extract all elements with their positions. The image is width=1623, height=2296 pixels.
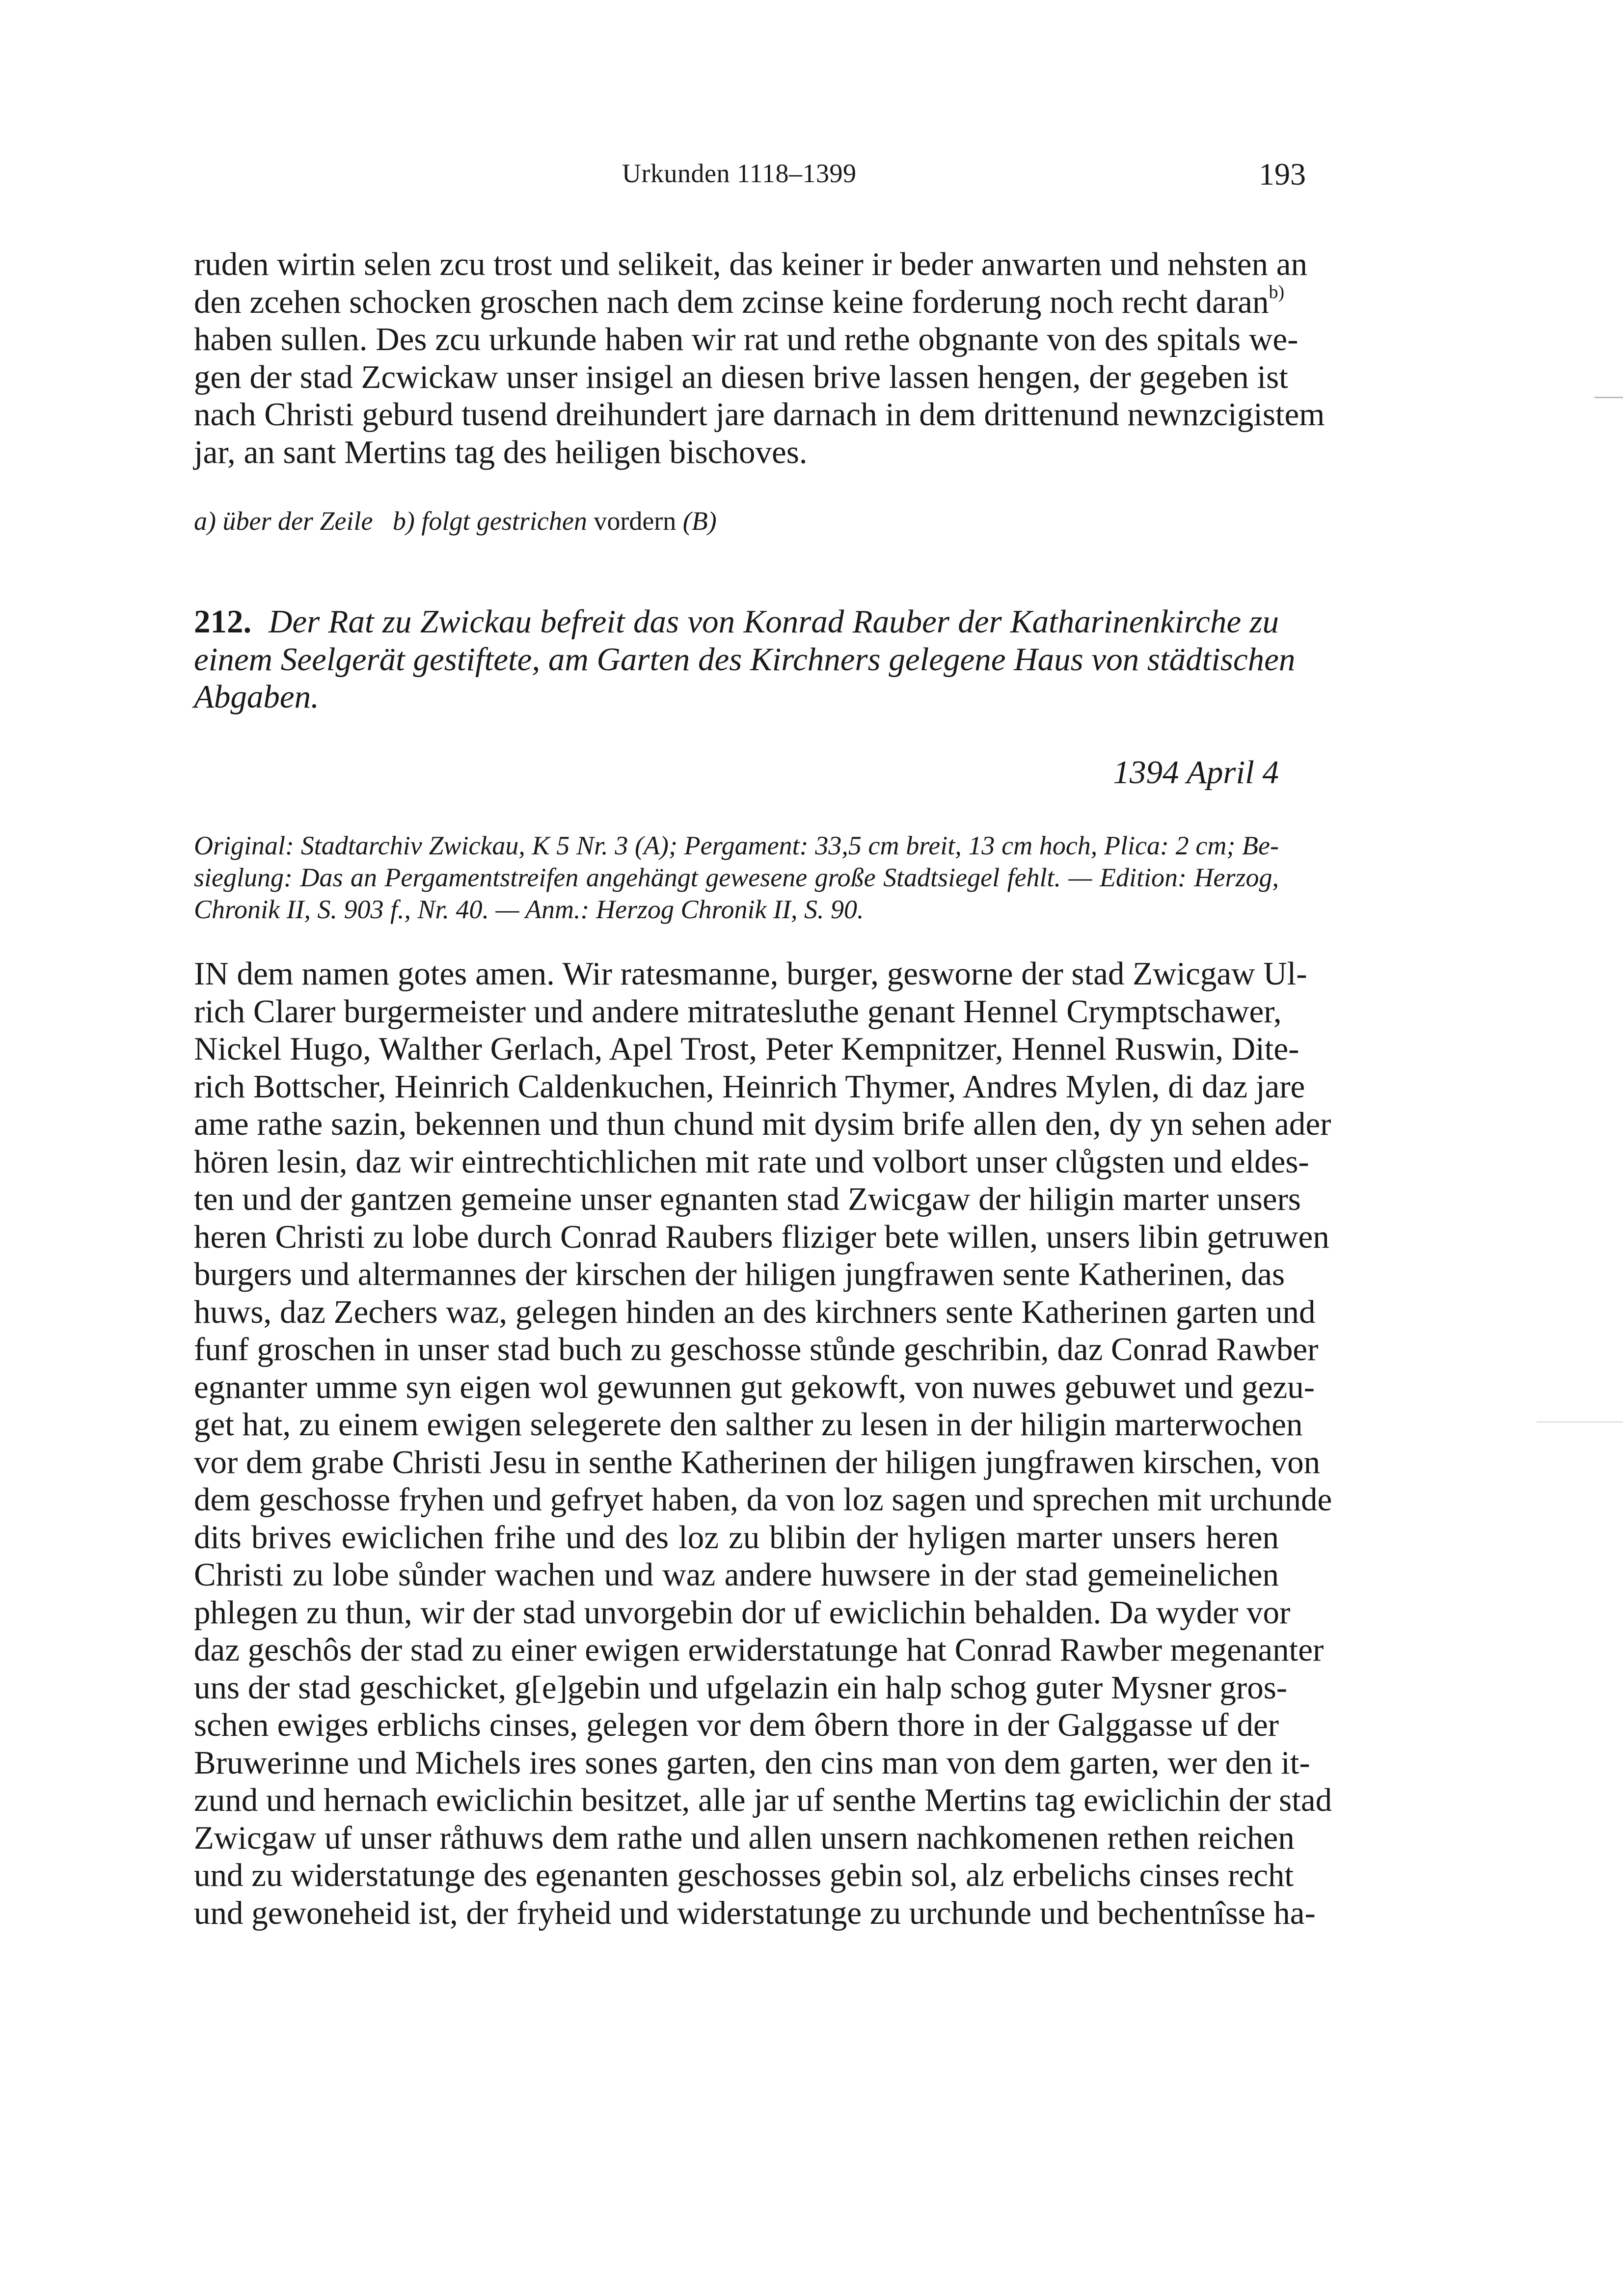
running-header: Urkunden 1118–1399 — [622, 159, 857, 188]
margin-mark — [1537, 1421, 1623, 1422]
text-line: gen der stad Zcwickaw unser insigel an diesen brive lassen hengen, der gegeben ist — [194, 358, 1288, 395]
entry-heading — [194, 603, 1296, 716]
text-line: ruden wirtin selen zcu trost und selikeit, das keiner ir beder anwarten und nehsten an — [194, 246, 1307, 282]
text-line: heren Christi zu lobe durch Conrad Raubers fliziger bete willen, unsers libin getruwen — [194, 1218, 1329, 1255]
text-line: und gewoneheid ist, der fryheid und widerstatunge zu urchunde und bechentnîsse ha- — [194, 1894, 1316, 1931]
source-note — [194, 830, 1279, 926]
source-line: Chronik II, S. 903 f., Nr. 40. — Anm.: Herzog Chronik II, S. 90. — [194, 895, 864, 924]
footnotes — [194, 505, 1279, 537]
text-line: daz geschôs der stad zu einer ewigen erwiderstatunge hat Conrad Rawber megenanter — [194, 1632, 1324, 1668]
text-line: zund und hernach ewiclichin besitzet, alle jar uf senthe Mertins tag ewiclichin der stad — [194, 1782, 1332, 1818]
document-text — [194, 955, 1332, 1932]
text-line: uns der stad geschicket, g[e]gebin und ufgelazin ein halp schog guter Mysner gros- — [194, 1669, 1288, 1706]
footnote-marker: b) — [1269, 281, 1285, 302]
text-line: Christi zu lobe sůnder wachen und waz andere huwsere in der stad gemeinelichen — [194, 1557, 1279, 1593]
footnote-b-prefix: b) folgt gestrichen — [392, 506, 587, 536]
entry-title-line: Abgaben. — [194, 679, 319, 715]
text-line: rich Bottscher, Heinrich Caldenkuchen, Heinrich Thymer, Andres Mylen, di daz jare — [194, 1068, 1305, 1105]
text-line: dem geschosse fryhen und gefryet haben, da von loz sagen und sprechen mit urchunde — [194, 1481, 1332, 1518]
margin-mark — [1595, 397, 1623, 398]
text-line: vor dem grabe Christi Jesu in senthe Katherinen der hiligen jungfrawen kirschen, von — [194, 1444, 1321, 1480]
text-line: Zwicgaw uf unser råthuws dem rathe und allen unsern nachkomenen rethen reichen — [194, 1819, 1295, 1856]
text-line: nach Christi geburd tusend dreihundert jare darnach in dem drittenund newnzcigistem — [194, 396, 1325, 433]
text-line: jar, an sant Mertins tag des heiligen bischoves. — [194, 434, 808, 470]
text-line: burgers und altermannes der kirschen der hiligen jungfrawen sente Katherinen, das — [194, 1256, 1285, 1292]
text-line: haben sullen. Des zcu urkunde haben wir rat und rethe obgnante von des spitals we- — [194, 321, 1298, 357]
source-line: sieglung: Das an Pergamentstreifen angehängt gewesene große Stadtsiegel fehlt. — Edition: Herzog, — [194, 863, 1279, 892]
text-line: Nickel Hugo, Walther Gerlach, Apel Trost, Peter Kempnitzer, Hennel Ruswin, Dite- — [194, 1031, 1299, 1067]
text-line: funf groschen in unser stad buch zu geschosse stůnde geschribin, daz Conrad Rawber — [194, 1331, 1319, 1367]
text-line: phlegen zu thun, wir der stad unvorgebin dor uf ewiclichin behalden. Da wyder vor — [194, 1594, 1291, 1631]
text-line: hören lesin, daz wir eintrechtichlichen mit rate und volbort unser clůgsten und eldes- — [194, 1143, 1309, 1180]
text-line: ame rathe sazin, bekennen und thun chund mit dysim brife allen den, dy yn sehen ader — [194, 1106, 1331, 1142]
text-line: ten und der gantzen gemeine unser egnanten stad Zwicgaw der hiligin marter unsers — [194, 1181, 1301, 1217]
text-line: dits brives ewiclichen frihe und des loz zu blibin der hyligen marter unsers heren — [194, 1519, 1279, 1556]
page-number: 193 — [1259, 157, 1306, 191]
text-line: egnanter umme syn eigen wol gewunnen gut gekowft, von nuwes gebuwet und gezu- — [194, 1368, 1315, 1405]
text-line: Bruwerinne und Michels ires sones garten, den cins man von dem garten, wer den it- — [194, 1744, 1310, 1781]
entry-date: 1394 April 4 — [1113, 754, 1279, 791]
text-line: schen ewiges erblichs cinses, gelegen vor dem ôbern thore in der Galggasse uf der — [194, 1707, 1279, 1743]
entry-number: 212. — [194, 603, 252, 640]
continuation-text — [194, 246, 1325, 471]
footnote-b-suffix: (B) — [682, 506, 717, 536]
entry-title-line: 212. Der Rat zu Zwickau befreit das von Konrad Rauber der Katharinenkirche zu — [194, 603, 1279, 640]
footnote-a: a) über der Zeile — [194, 506, 373, 536]
text-line: und zu widerstatunge des egenanten geschosses gebin sol, alz erbelichs cinses recht — [194, 1857, 1294, 1893]
text-line: IN dem namen gotes amen. Wir ratesmanne, burger, gesworne der stad Zwicgaw Ul- — [194, 956, 1307, 992]
source-line: Original: Stadtarchiv Zwickau, K 5 Nr. 3 (A); Pergament: 33,5 cm breit, 13 cm hoch, Plica: 2 cm; Be- — [194, 831, 1279, 860]
text-line: huws, daz Zechers waz, gelegen hinden an des kirchners sente Katherinen garten und — [194, 1293, 1316, 1330]
text-line: rich Clarer burgermeister und andere mitratesluthe genant Hennel Crymptschawer, — [194, 993, 1282, 1030]
text-line: get hat, zu einem ewigen selegerete den salther zu lesen in der hiligin marterwochen — [194, 1406, 1303, 1443]
text-line: den zcehen schocken groschen nach dem zcinse keine forderung noch recht daran$^{b)}$ — [194, 281, 1285, 320]
entry-title-line: einem Seelgerät gestiftete, am Garten des Kirchners gelegene Haus von städtischen — [194, 641, 1296, 678]
footnote-b-word: vordern — [594, 506, 676, 536]
